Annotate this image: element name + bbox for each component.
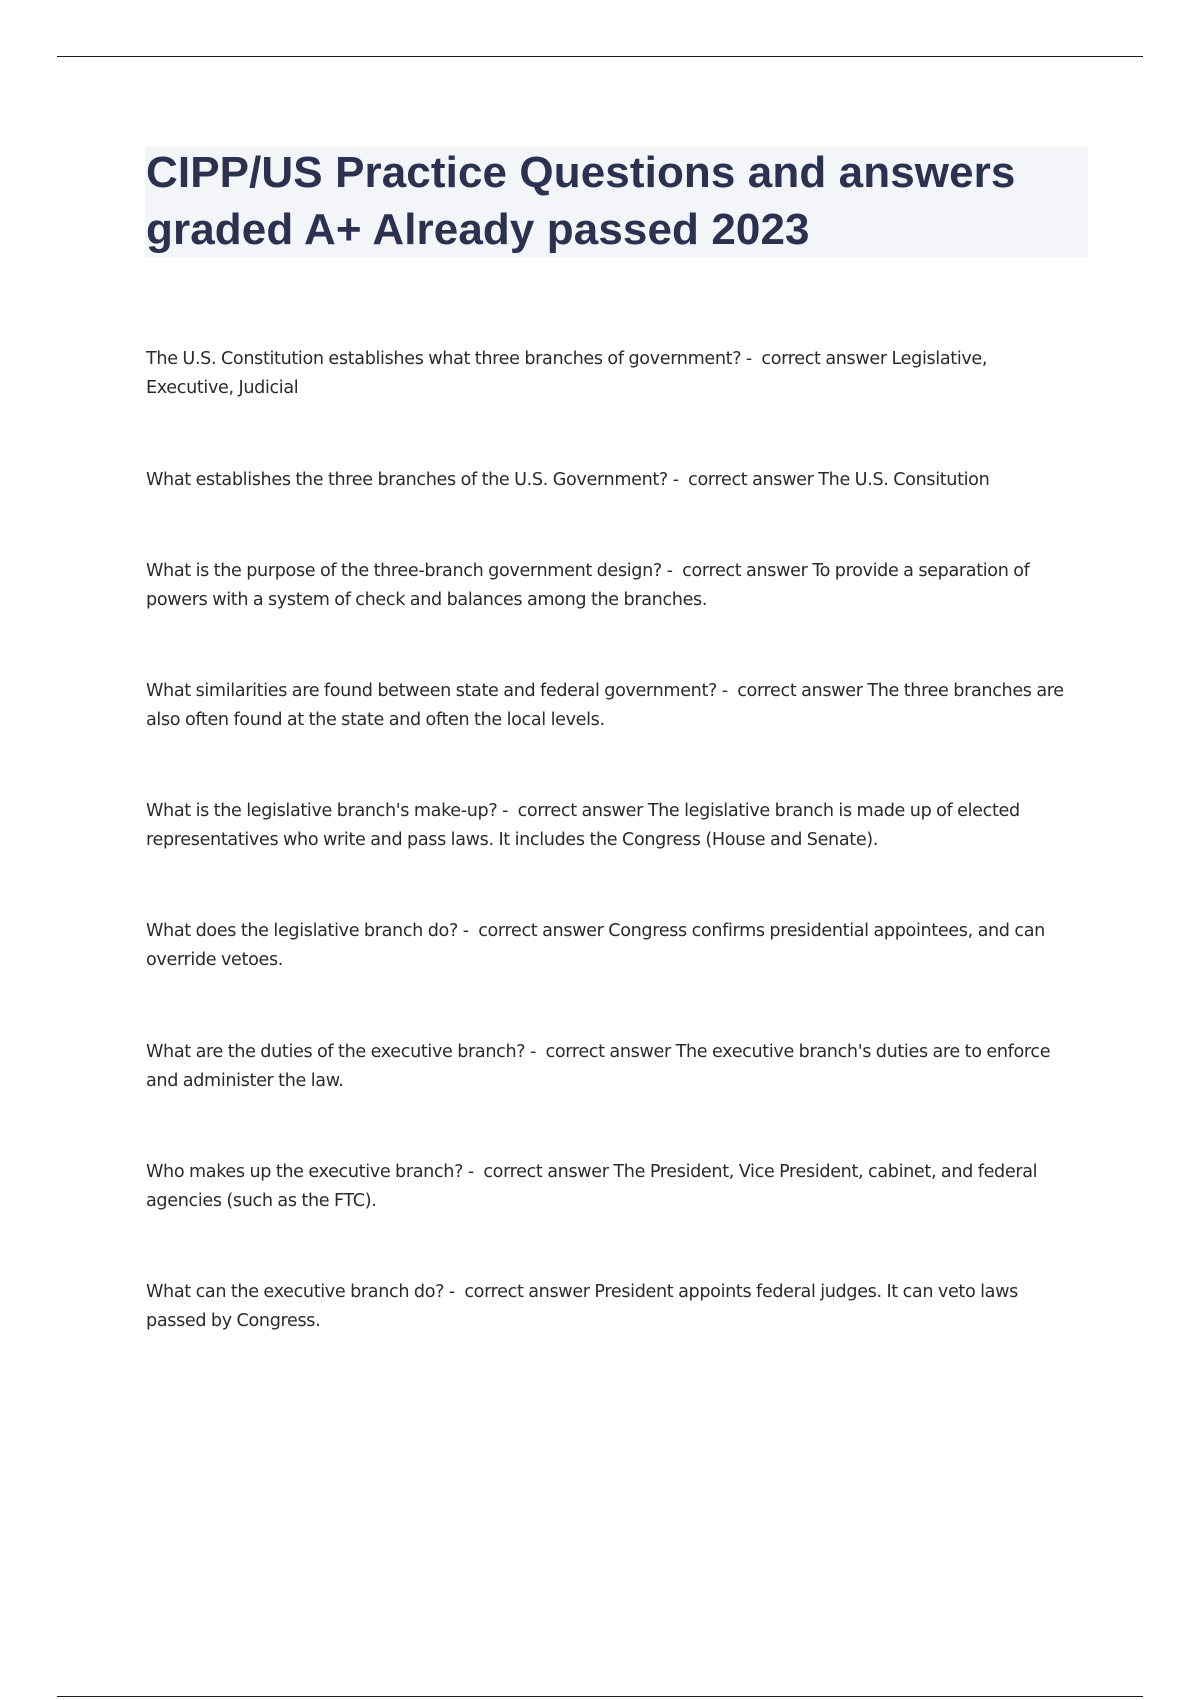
- qa-item-2: [146, 466, 1076, 495]
- qa-item-3: [146, 557, 1076, 615]
- answer-text: correct answer The three branches are also often found at the state and often the local levels.: [146, 681, 1064, 730]
- qa-item-9: [146, 1278, 1076, 1336]
- page-title: CIPP/US Practice Questions and answers graded A+ Already passed 2023: [146, 148, 1016, 254]
- separator: -: [661, 561, 683, 581]
- answer-text: correct answer The U.S. Consitution: [688, 470, 990, 490]
- question-text: What is the purpose of the three-branch government design?: [146, 561, 662, 581]
- question-text: What is the legislative branch's make-up?: [146, 801, 498, 821]
- separator: -: [463, 1162, 484, 1182]
- qa-item-5: [146, 797, 1076, 855]
- question-text: What are the duties of the executive branch?: [146, 1042, 526, 1062]
- answer-text: correct answer President appoints federal judges. It can veto laws passed by Congress.: [146, 1282, 1018, 1331]
- separator: -: [525, 1042, 546, 1062]
- top-rule: [57, 56, 1143, 57]
- question-text: What establishes the three branches of the U.S. Government?: [146, 470, 668, 490]
- qa-item-8: [146, 1158, 1076, 1216]
- qa-item-6: [146, 917, 1076, 975]
- question-text: Who makes up the executive branch?: [146, 1162, 464, 1182]
- separator: -: [741, 349, 762, 369]
- separator: -: [457, 921, 479, 941]
- answer-text: correct answer Legislative, Executive, Judicial: [146, 349, 988, 398]
- question-text: What can the executive branch do?: [146, 1282, 445, 1302]
- answer-text: correct answer Congress confirms presidential appointees, and can override vetoes.: [146, 921, 1045, 970]
- answer-text: correct answer The legislative branch is made up of elected representatives who write and pass laws. It includes the Congress (House and Senate).: [146, 801, 1020, 850]
- answer-text: correct answer The executive branch's duties are to enforce and administer the law.: [146, 1042, 1051, 1091]
- answer-text: correct answer The President, Vice President, cabinet, and federal agencies (such as the FTC).: [146, 1162, 1038, 1211]
- question-text: What similarities are found between state and federal government?: [146, 681, 717, 701]
- answer-text: correct answer To provide a separation of powers with a system of check and balances among the branches.: [146, 561, 1030, 610]
- qa-item-1: [146, 345, 1076, 403]
- separator: -: [444, 1282, 465, 1302]
- separator: -: [667, 470, 689, 490]
- separator: -: [717, 681, 738, 701]
- question-text: The U.S. Constitution establishes what three branches of government?: [146, 349, 742, 369]
- question-text: What does the legislative branch do?: [146, 921, 458, 941]
- bottom-rule: [57, 1696, 1143, 1697]
- qa-item-4: [146, 677, 1076, 735]
- qa-item-7: [146, 1038, 1076, 1096]
- separator: -: [497, 801, 518, 821]
